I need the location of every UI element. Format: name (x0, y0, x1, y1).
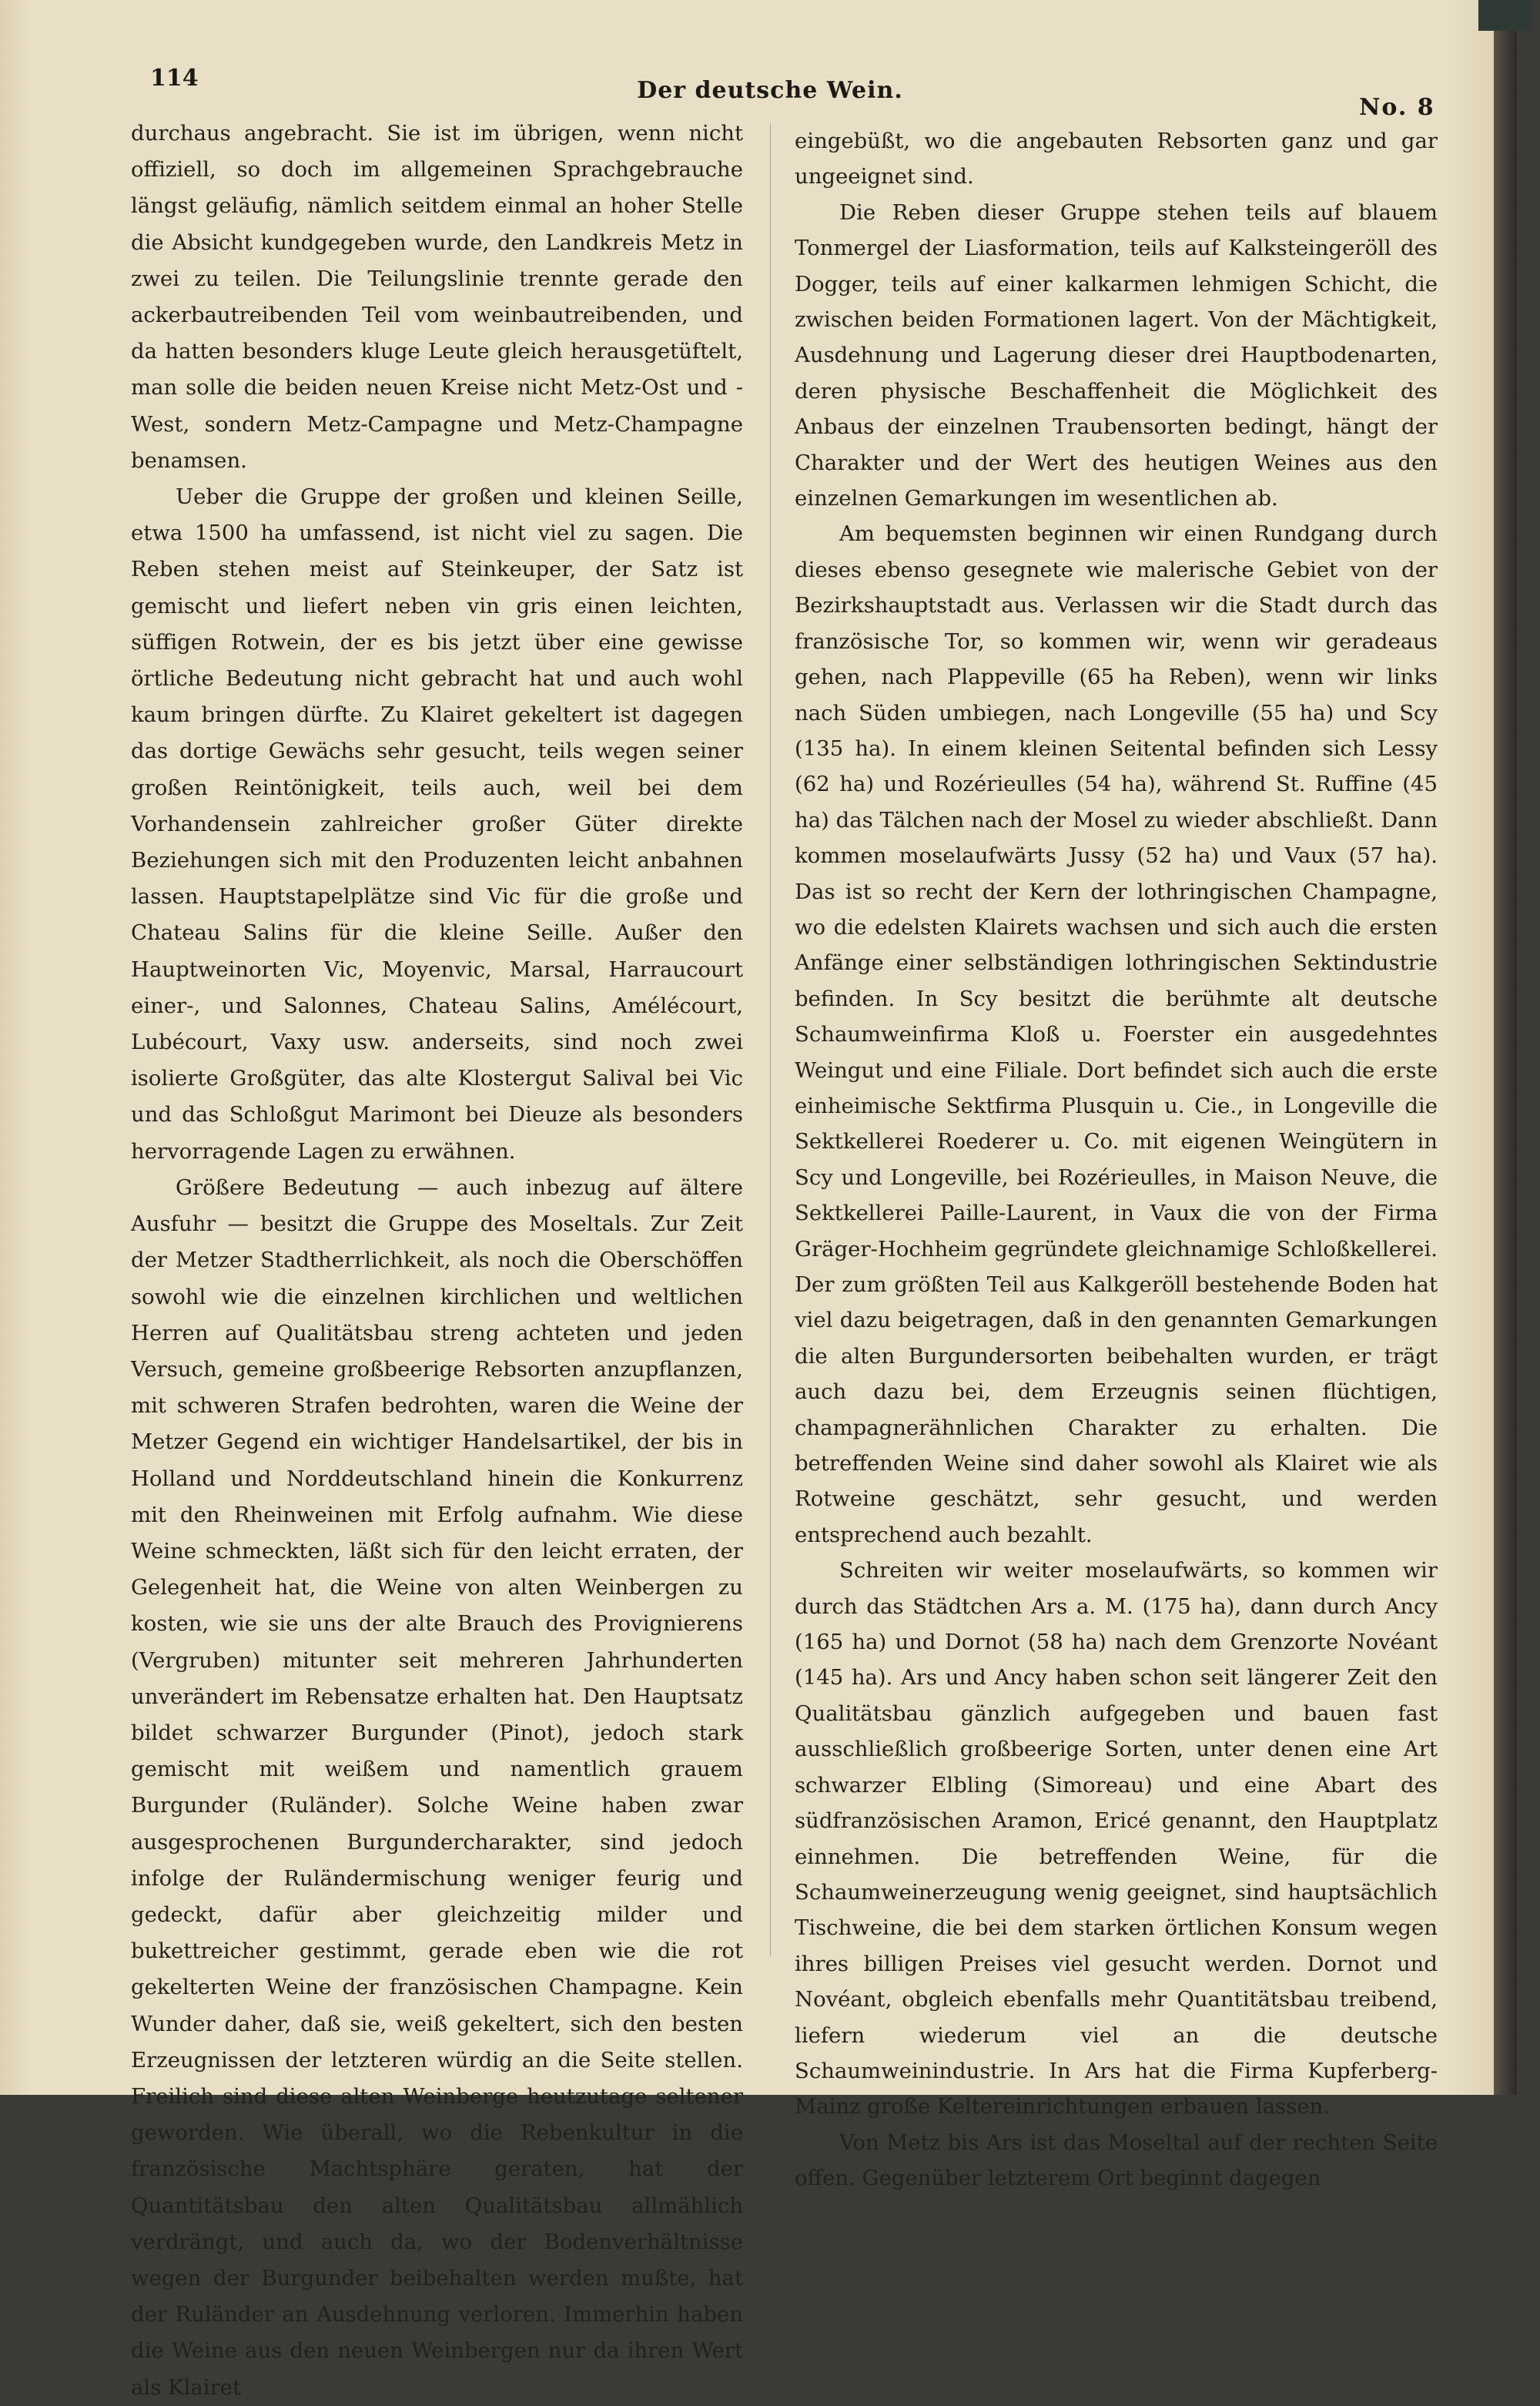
book-cover-edge (1478, 0, 1532, 31)
paragraph: Am bequemsten beginnen wir einen Rundgang durch dieses ebenso gesegnete wie malerische Gebiet von der Bezirkshauptstadt aus. Verlassen wir die Stadt durch das französische Tor, so kommen wir, wenn wir geradeaus gehen, nach Plappeville (65 ha Reben), wenn wir links nach Süden umbiegen, nach Longeville (55 ha) und Scy (135 ha). In einem kleinen Seitental befinden sich Lessy (62 ha) und Rozérieulles (54 ha), während St. Ruffine (45 ha) das Tälchen nach der Mosel zu wieder abschließt. Dann kommen moselaufwärts Jussy (52 ha) und Vaux (57 ha). Das ist so recht der Kern der lothringischen Champagne, wo die edelsten Klairets wachsen und sich auch die ersten Anfänge einer selbständigen lothringischen Sektindustrie befinden. In Scy besitzt die berühmte alt deutsche Schaumweinfirma Kloß u. Foerster ein ausgedehntes Weingut und eine Filiale. Dort befindet sich auch die erste einheimische Sektfirma Plusquin u. Cie., in Longeville die Sektkellerei Roederer u. Co. mit eigenen Weingütern in Scy und Longeville, bei Rozérieulles, in Maison Neuve, die Sektkellerei Paille-Laurent, in Vaux die von der Firma Gräger-Hochheim gegründete gleichnamige Schloßkellerei. Der zum größten Teil aus Kalkgeröll bestehende Boden hat viel dazu beigetragen, daß in den genannten Gemarkungen die alten Burgundersorten beibehalten wurden, er trägt auch dazu bei, dem Erzeugnis seinen flüchtigen, champagnerähnlichen Charakter zu erhalten. Die betreffenden Weine sind daher sowohl als Klairet wie als Rotweine geschätzt, sehr gesucht, und werden entsprechend auch bezahlt. (795, 521, 1438, 1547)
paragraph: durchaus angebracht. Sie ist im übrigen, wenn nicht offiziell, so doch im allgemeinen Sprachgebrauche längst geläufig, nämlich seitdem einmal an hoher Stelle die Absicht kundgegeben wurde, den Landkreis Metz in zwei zu teilen. Die Teilungslinie trennte gerade den ackerbautreibenden Teil vom weinbautreibenden, und da hatten besonders kluge Leute gleich herausgetüftelt, man solle die beiden neuen Kreise nicht Metz-Ost und -West, sondern Metz-Campagne und Metz-Champagne benamsen. (131, 121, 743, 473)
running-title: Der deutsche Wein. (637, 77, 903, 104)
column-divider (770, 123, 771, 1956)
left-column (131, 116, 743, 2406)
page-binding-edge (1494, 0, 1517, 2095)
paragraph: Schreiten wir weiter moselaufwärts, so kommen wir durch das Städtchen Ars a. M. (175 ha), dann durch Ancy (165 ha) und Dornot (58 ha) nach dem Grenzorte Novéant (145 ha). Ars und Ancy haben schon seit längerer Zeit den Qualitätsbau gänzlich aufgegeben und bauen fast ausschließlich großbeerige Sorten, unter denen eine Art schwarzer Elbling (Simoreau) und eine Abart des südfranzösischen Aramon, Ericé genannt, den Hauptplatz einnehmen. Die betreffenden Weine, für die Schaumweinerzeugung wenig geeignet, sind hauptsächlich Tischweine, die bei dem starken örtlichen Konsum wegen ihres billigen Preises viel gesucht werden. Dornot und Novéant, obgleich ebenfalls mehr Quantitätsbau treibend, liefern wiederum viel an die deutsche Schaumweinindustrie. In Ars hat die Firma Kupferberg-Mainz große Keltereinrichtungen erbauen lassen. (795, 1558, 1438, 2119)
paragraph: Die Reben dieser Gruppe stehen teils auf blauem Tonmergel der Liasformation, teils auf Kalksteingeröll des Dogger, teils auf einer kalkarmen lehmigen Schicht, die zwischen beiden Formationen lagert. Von der Mächtigkeit, Ausdehnung und Lagerung dieser drei Hauptbodenarten, deren physische Beschaffenheit die Möglichkeit des Anbaus der einzelnen Traubensorten bedingt, hängt der Charakter und der Wert des heutigen Weines aus den einzelnen Gemarkungen im wesentlichen ab. (795, 199, 1438, 511)
page-number: 114 (150, 65, 199, 92)
paragraph: Ueber die Gruppe der großen und kleinen Seille, etwa 1500 ha umfassend, ist nicht viel zu sagen. Die Reben stehen meist auf Steinkeuper, der Satz ist gemischt und liefert neben vin gris einen leichten, süffigen Rotwein, der es bis jetzt über eine gewisse örtliche Bedeutung nicht gebracht hat und auch wohl kaum bringen dürfte. Zu Klairet gekeltert ist dagegen das dortige Gewächs sehr gesucht, teils wegen seiner großen Reintönigkeit, teils auch, weil bei dem Vorhandensein zahlreicher großer Güter direkte Beziehungen sich mit den Produzenten leicht anbahnen lassen. Hauptstapelplätze sind Vic für die große und Chateau Salins für die kleine Seille. Außer den Hauptweinorten Vic, Moyenvic, Marsal, Harraucourt einer-, und Salonnes, Chateau Salins, Amélécourt, Lubécourt, Vaxy usw. anderseits, sind noch zwei isolierte Großgüter, das alte Klostergut Salival bei Vic und das Schloßgut Marimont bei Dieuze als besonders hervorragende Lagen zu erwähnen. (131, 484, 743, 1164)
paragraph: Größere Bedeutung — auch inbezug auf ältere Ausfuhr — besitzt die Gruppe des Moseltals. Zur Zeit der Metzer Stadtherrlichkeit, als noch die Oberschöffen sowohl wie die einzelnen kirchlichen und weltlichen Herren auf Qualitätsbau streng achteten und jeden Versuch, gemeine großbeerige Rebsorten anzupflanzen, mit schweren Strafen bedrohten, waren die Weine der Metzer Gegend ein wichtiger Handelsartikel, der bis in Holland und Norddeutschland hinein die Konkurrenz mit den Rheinweinen mit Erfolg aufnahm. Wie diese Weine schmeckten, läßt sich für den leicht erraten, der Gelegenheit hat, die Weine von alten Weinbergen zu kosten, wie sie uns der alte Brauch des Provignierens (Vergruben) mitunter seit mehreren Jahrhunderten unverändert im Rebensatze erhalten hat. Den Hauptsatz bildet schwarzer Burgunder (Pinot), jedoch stark gemischt mit weißem und namentlich grauem Burgunder (Ruländer). Solche Weine haben zwar ausgesprochenen Burgundercharakter, sind jedoch infolge der Ruländermischung weniger feurig und gedeckt, dafür aber gleichzeitig milder und bukettreicher gestimmt, gerade eben wie die rot gekelterten Weine der französischen Champagne. Kein Wunder daher, daß sie, weiß gekeltert, sich den besten Erzeugnissen der letzteren würdig an die Seite stellen. Freilich sind diese alten Weinberge heutzutage seltener geworden. Wie überall, wo die Rebenkultur in die französische Machtsphäre geraten, hat der Quantitätsbau den alten Qualitätsbau allmählich verdrängt, und auch da, wo der Bodenverhältnisse wegen der Burgunder beibehalten werden mußte, hat der Ruländer an Ausdehnung verloren. Immerhin haben die Weine aus den neuen Weinbergen nur da ihren Wert als Klairet (131, 1175, 743, 2400)
right-column (795, 123, 1438, 2197)
paragraph: eingebüßt, wo die angebauten Rebsorten ganz und gar ungeeignet sind. (795, 129, 1438, 189)
issue-number: No. 8 (1359, 94, 1435, 121)
paragraph: Von Metz bis Ars ist das Moseltal auf der rechten Seite offen. Gegenüber letzterem Ort beginnt dagegen (795, 2130, 1438, 2191)
